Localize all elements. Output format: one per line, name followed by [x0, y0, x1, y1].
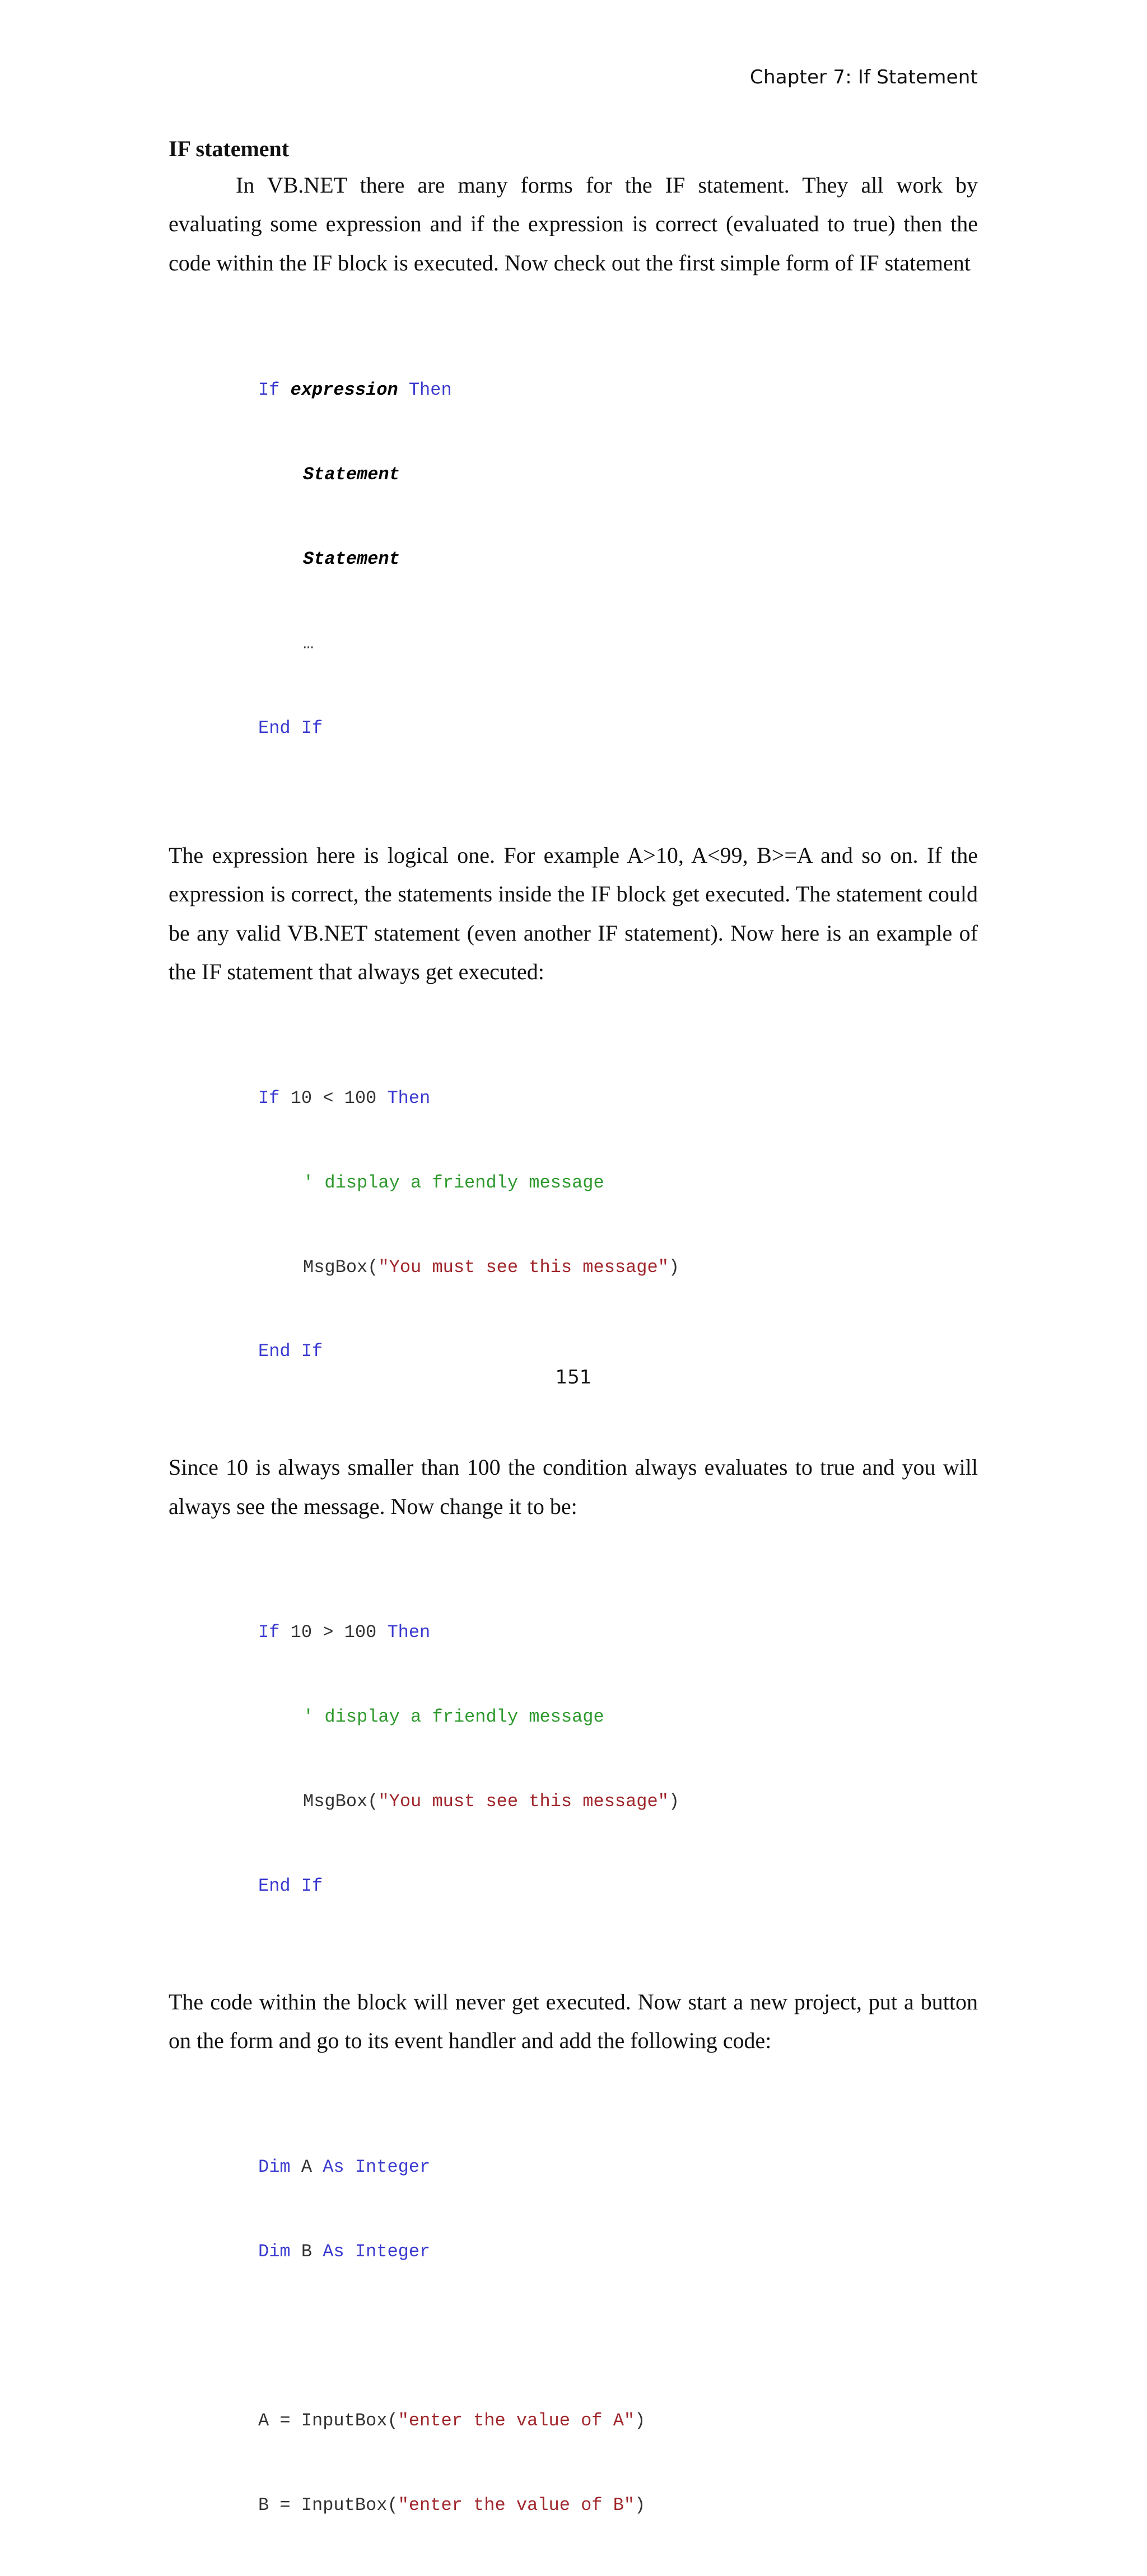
code-block-false-example — [169, 1563, 978, 1957]
code-line: End If — [258, 718, 323, 739]
code-line: MsgBox("You must see this message") — [303, 1791, 680, 1812]
new-project-paragraph: The code within the block will never get executed. Now start a new project, put a button on the form and go to its event handler and add the following code: — [169, 1989, 978, 2054]
page-content — [169, 132, 978, 2576]
section-heading: IF statement — [169, 136, 290, 161]
page-number: 151 — [555, 1366, 592, 1388]
code-block-if-syntax — [169, 320, 978, 799]
code-line: B = InputBox("enter the value of B") — [258, 2494, 646, 2516]
code-line: If expression Then — [258, 380, 452, 401]
code-line-blank — [258, 2322, 978, 2350]
since-paragraph: Since 10 is always smaller than 100 the condition always evaluates to true and you will always see the message. Now change it to be: — [169, 1455, 978, 1519]
explanation-paragraph: The expression here is logical one. For example A>10, A<99, B>=A and so on. If the expression is correct, the statements inside the IF block get executed. The statement could be any valid VB.NET statement (even another IF statement). Now here is an example of the IF statement that always get executed: — [169, 842, 978, 984]
code-block-input-example — [169, 2097, 978, 2576]
code-line: End If — [258, 1876, 323, 1897]
code-line: A = InputBox("enter the value of A") — [258, 2410, 646, 2431]
code-line: End If — [258, 1341, 323, 1362]
code-line: … — [303, 633, 314, 654]
code-line: Dim B As Integer — [258, 2241, 431, 2262]
code-line: ' display a friendly message — [303, 1172, 604, 1193]
code-line: Dim A As Integer — [258, 2157, 431, 2178]
code-line: If 10 < 100 Then — [258, 1087, 431, 1109]
code-line: MsgBox("You must see this message") — [303, 1256, 680, 1278]
code-line: If 10 > 100 Then — [258, 1622, 431, 1643]
code-line: Statement — [303, 549, 400, 570]
running-header: Chapter 7: If Statement — [750, 66, 978, 88]
code-line: Statement — [303, 464, 400, 485]
intro-paragraph: In VB.NET there are many forms for the IF statement. They all work by evaluating some expression and if the expression is correct (evaluated to true) then the code within the IF block is executed. Now check out the first simple form of IF statement — [169, 172, 978, 275]
code-line: ' display a friendly message — [303, 1707, 604, 1728]
code-block-true-example — [169, 1028, 978, 1422]
